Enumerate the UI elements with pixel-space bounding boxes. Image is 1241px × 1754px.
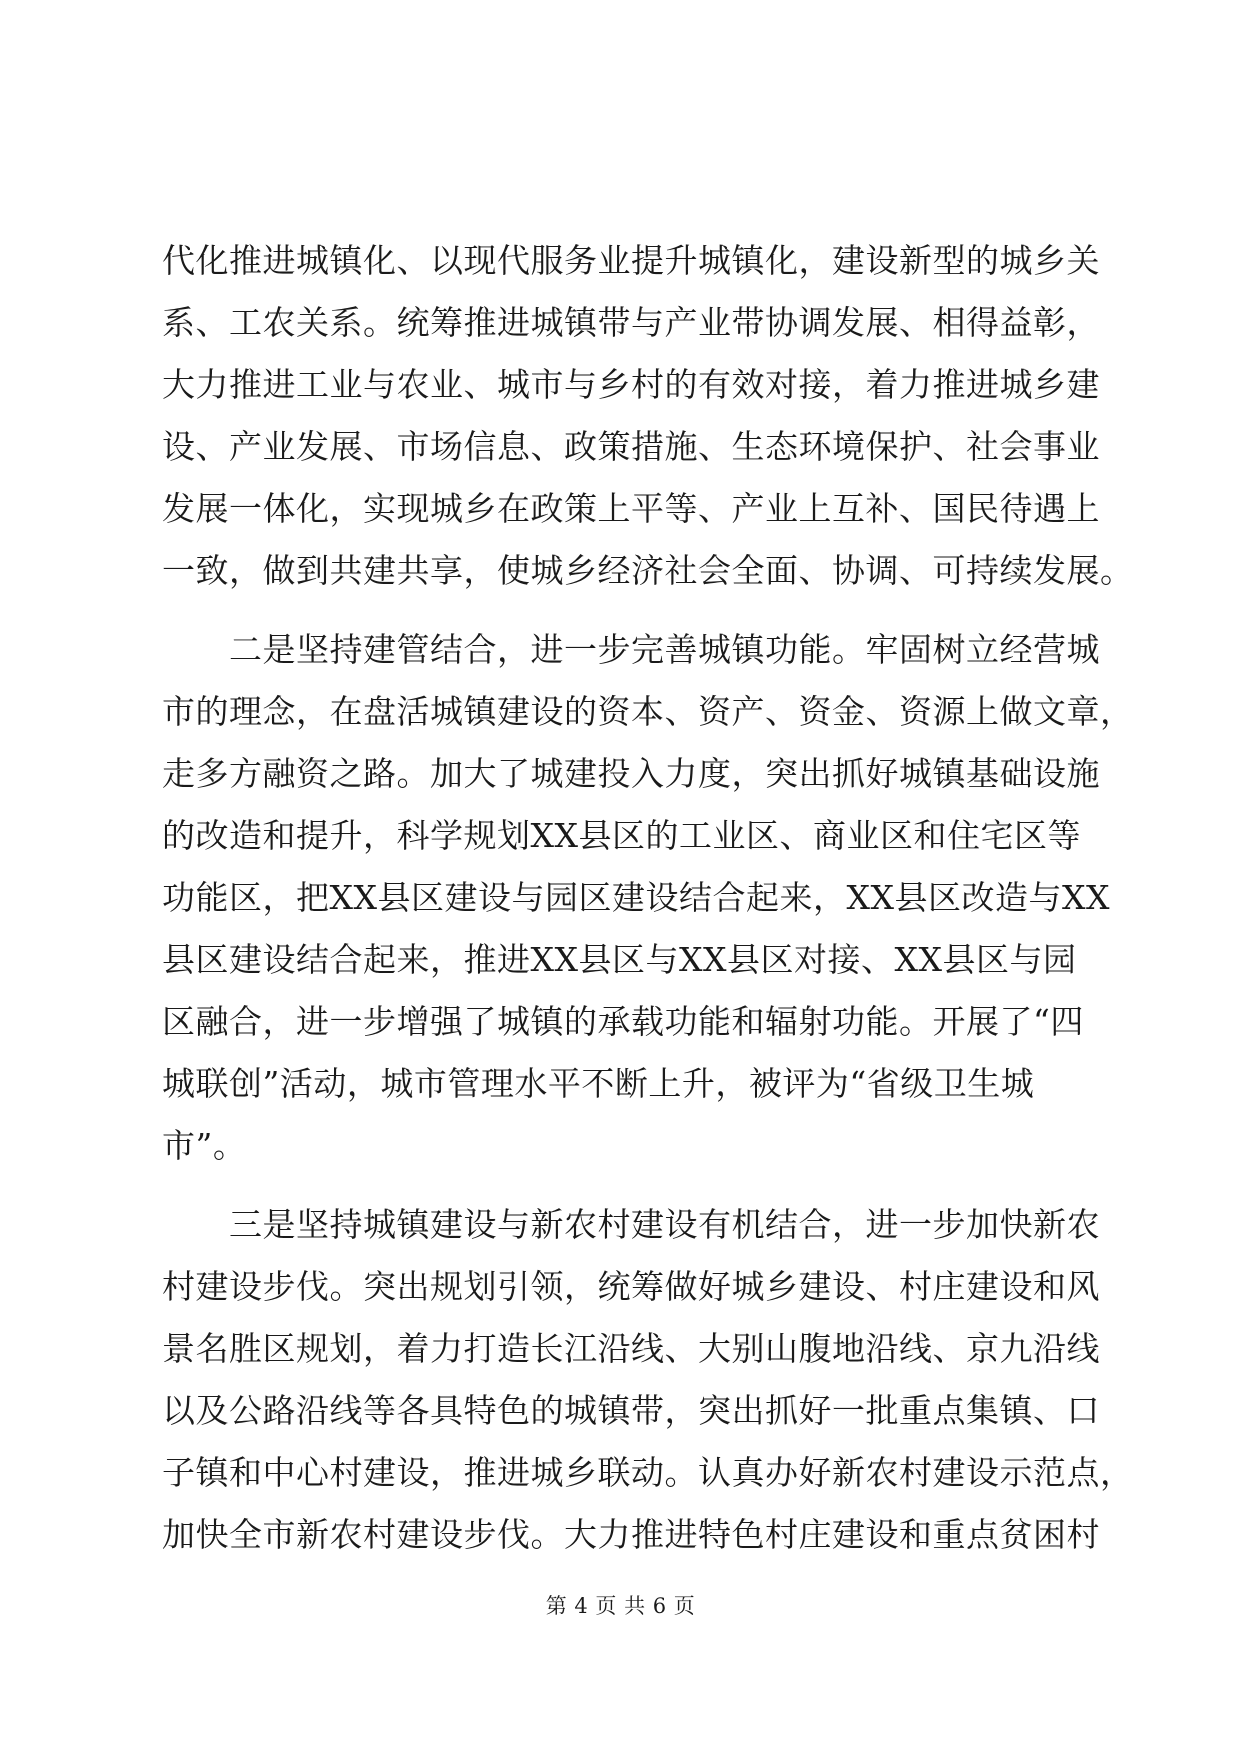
text-line: 区融合，进一步增强了城镇的承载功能和辐射功能。开展了“四 (162, 1002, 1084, 1041)
text-line: 景名胜区规划，着力打造长江沿线、大别山腹地沿线、京九沿线 (162, 1329, 1100, 1368)
text-line: 代化推进城镇化、以现代服务业提升城镇化，建设新型的城乡关 (162, 241, 1100, 280)
page-footer (0, 1592, 1241, 1620)
text-line: 一致，做到共建共享，使城乡经济社会全面、协调、可持续发展。 (162, 551, 1134, 590)
text-line: 县区建设结合起来，推进XX县区与XX县区对接、XX县区与园 (162, 940, 1077, 979)
page-number: 第 4 页 (545, 1594, 617, 1618)
text-line: 子镇和中心村建设，推进城乡联动。认真办好新农村建设示范点， (162, 1453, 1134, 1492)
text-line: 二是坚持建管结合，进一步完善城镇功能。牢固树立经营城 (162, 630, 1100, 669)
paragraph-gap (162, 1177, 1097, 1194)
body-text (162, 230, 1134, 1566)
text-line: 市的理念，在盘活城镇建设的资本、资产、资金、资源上做文章， (162, 692, 1134, 731)
text-line: 三是坚持城镇建设与新农村建设有机结合，进一步加快新农 (162, 1205, 1100, 1244)
text-line: 设、产业发展、市场信息、政策措施、生态环境保护、社会事业 (162, 427, 1100, 466)
text-line: 加快全市新农村建设步伐。大力推进特色村庄建设和重点贫困村 (162, 1515, 1100, 1554)
paragraph-gap (162, 602, 1097, 619)
text-line: 以及公路沿线等各具特色的城镇带，突出抓好一批重点集镇、口 (162, 1391, 1100, 1430)
text-line: 大力推进工业与农业、城市与乡村的有效对接，着力推进城乡建 (162, 365, 1100, 404)
text-line: 系、工农关系。统筹推进城镇带与产业带协调发展、相得益彰， (162, 303, 1100, 342)
text-line: 功能区，把XX县区建设与园区建设结合起来，XX县区改造与XX (162, 878, 1110, 917)
text-line: 市”。 (162, 1126, 247, 1165)
page-total: 共 6 页 (624, 1594, 696, 1618)
text-line: 的改造和提升，科学规划XX县区的工业区、商业区和住宅区等 (162, 816, 1081, 855)
text-line: 发展一体化，实现城乡在政策上平等、产业上互补、国民待遇上 (162, 489, 1100, 528)
text-line: 城联创”活动，城市管理水平不断上升，被评为“省级卫生城 (162, 1064, 1035, 1103)
text-line: 走多方融资之路。加大了城建投入力度，突出抓好城镇基础设施 (162, 754, 1100, 793)
text-line: 村建设步伐。突出规划引领，统筹做好城乡建设、村庄建设和风 (162, 1267, 1100, 1306)
